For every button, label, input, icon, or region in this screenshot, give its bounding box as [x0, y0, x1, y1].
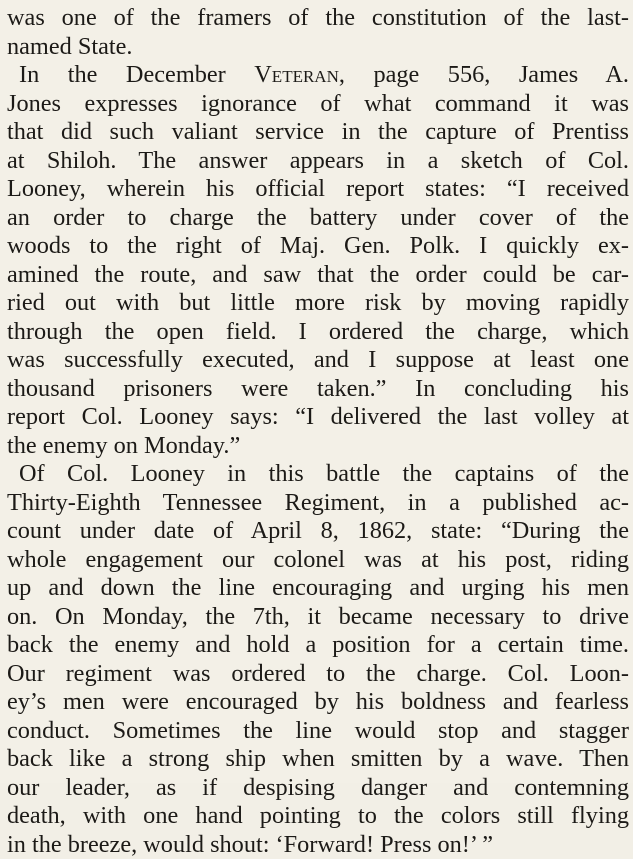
text-line: ried out with but little more risk by moving rapidly	[7, 289, 629, 318]
text-line: was successfully executed, and I suppose at least one	[7, 346, 629, 375]
paragraph-2	[7, 61, 629, 460]
text-line: up and down the line encouraging and urging his men	[7, 574, 629, 603]
text-line: whole engagement our colonel was at his post, riding	[7, 546, 629, 575]
text-line: back like a strong ship when smitten by a wave. Then	[7, 745, 629, 774]
text-line: Thirty-Eighth Tennessee Regiment, in a published ac-	[7, 489, 629, 518]
text-line: back the enemy and hold a position for a certain time.	[7, 631, 629, 660]
text-line: thousand prisoners were taken.” In concluding his	[7, 375, 629, 404]
text-line: named State.	[7, 33, 629, 62]
text-line: Of Col. Looney in this battle the captains of the	[7, 460, 629, 489]
text-line: Our regiment was ordered to the charge. Col. Loon-	[7, 660, 629, 689]
text-line: an order to charge the battery under cover of the	[7, 204, 629, 233]
text-line: that did such valiant service in the capture of Prentiss	[7, 118, 629, 147]
text-line: in the breeze, would shout: ‘Forward! Press on!’ ”	[7, 831, 629, 859]
text-line: amined the route, and saw that the order could be car-	[7, 261, 629, 290]
text-line: In the December Veteran, page 556, James A.	[7, 61, 629, 90]
periodical-name: Veteran	[254, 61, 339, 88]
paragraph-1	[7, 4, 629, 61]
text-line: report Col. Looney says: “I delivered the last volley at	[7, 403, 629, 432]
text-line: death, with one hand pointing to the colors still flying	[7, 802, 629, 831]
text-line: Jones expresses ignorance of what command it was	[7, 90, 629, 119]
paragraph-3	[7, 460, 629, 859]
text-line: at Shiloh. The answer appears in a sketch of Col.	[7, 147, 629, 176]
text-line: our leader, as if despising danger and contemning	[7, 774, 629, 803]
text-line: the enemy on Monday.”	[7, 432, 629, 461]
text-line: conduct. Sometimes the line would stop and stagger	[7, 717, 629, 746]
text-line: woods to the right of Maj. Gen. Polk. I quickly ex-	[7, 232, 629, 261]
text-line: on. On Monday, the 7th, it became necessary to drive	[7, 603, 629, 632]
text-line: ey’s men were encouraged by his boldness and fearless	[7, 688, 629, 717]
text-line: was one of the framers of the constitution of the last-	[7, 4, 629, 33]
text-line: Looney, wherein his official report states: “I received	[7, 175, 629, 204]
text-line: through the open field. I ordered the charge, which	[7, 318, 629, 347]
text-line: count under date of April 8, 1862, state: “During the	[7, 517, 629, 546]
